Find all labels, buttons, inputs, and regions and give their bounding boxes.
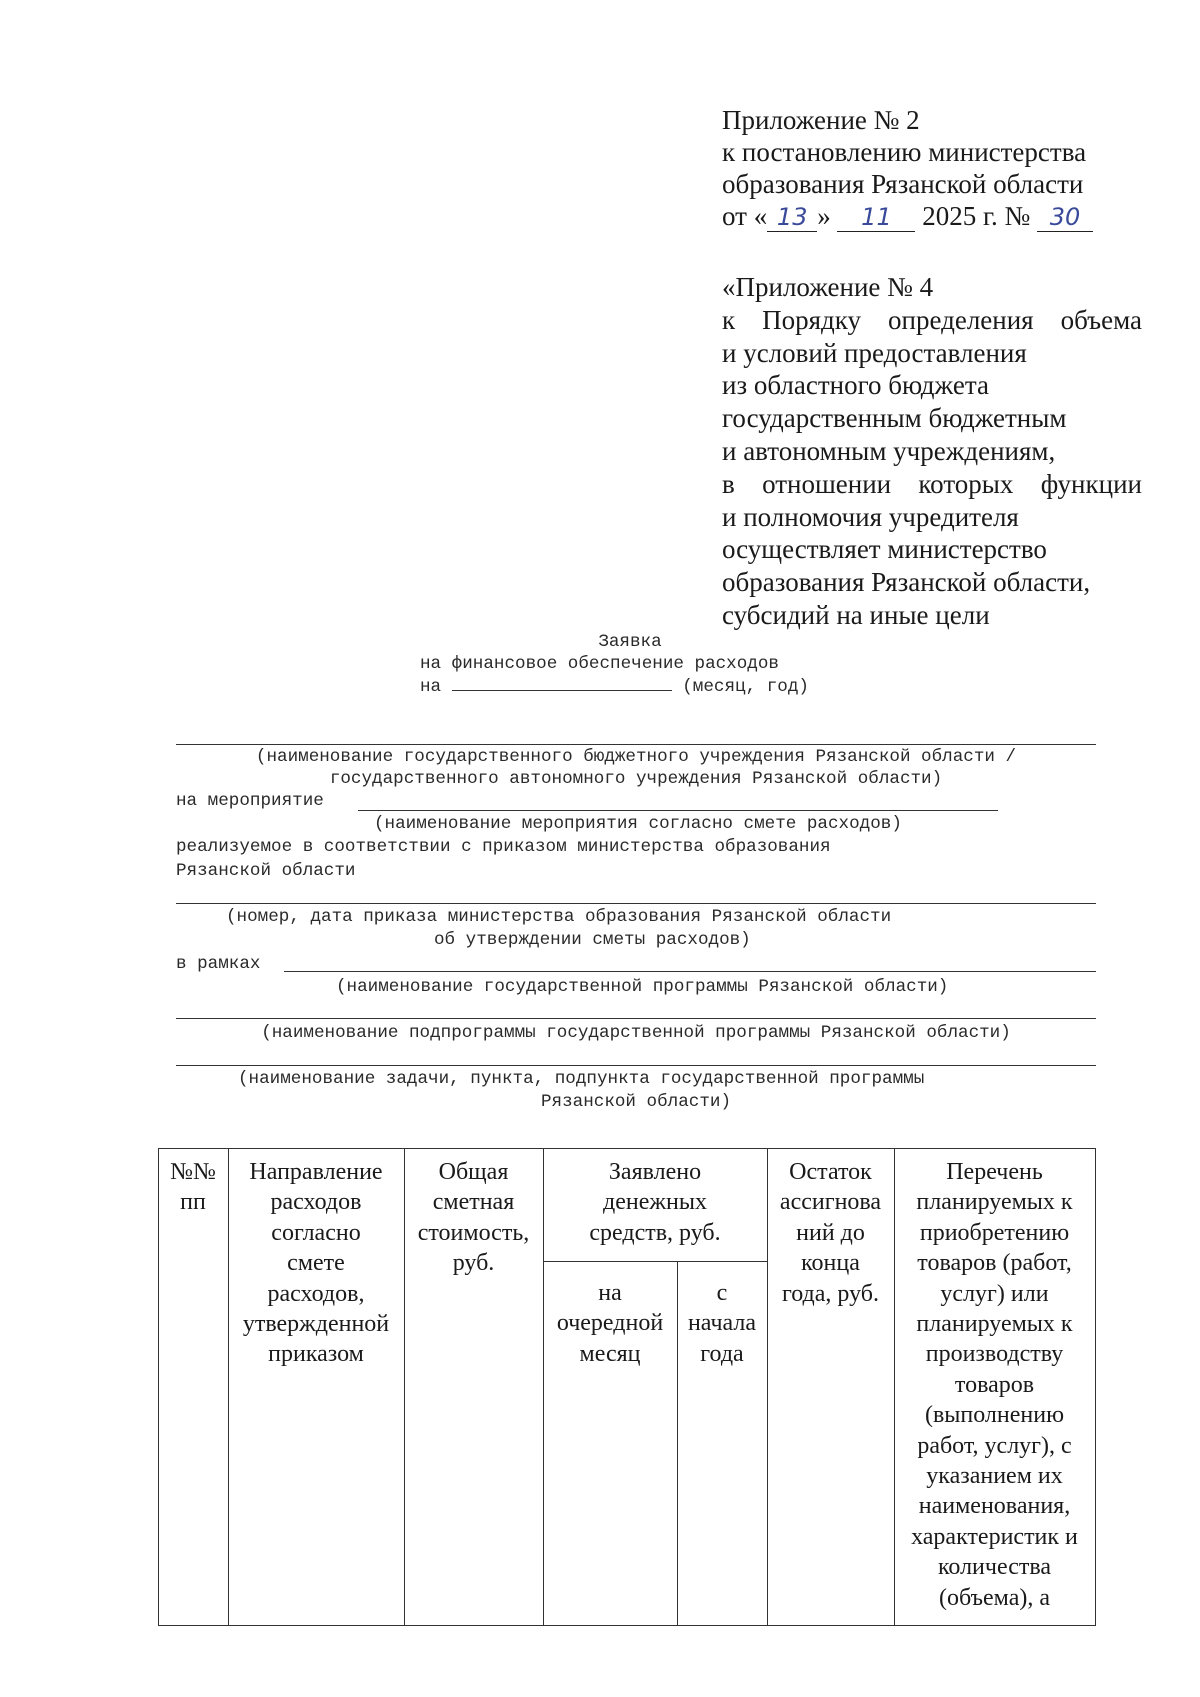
header-text: на bbox=[598, 1280, 622, 1306]
annex-word: объема bbox=[1060, 304, 1142, 335]
header-col-direction bbox=[228, 1157, 404, 1370]
header-text: №№ bbox=[170, 1159, 216, 1185]
order-caption-2: об утверждении сметы расходов) bbox=[434, 930, 751, 950]
header-text: планируемых к bbox=[916, 1311, 1073, 1338]
date-prefix: от « bbox=[722, 201, 768, 231]
annex-word: определения bbox=[888, 304, 1034, 335]
header-block bbox=[722, 104, 1152, 232]
order-text-2: Рязанской области bbox=[176, 861, 356, 881]
event-blank bbox=[358, 810, 998, 811]
header-text: денежных bbox=[603, 1189, 707, 1216]
header-text: средств, руб. bbox=[589, 1219, 721, 1246]
header-text: приобретению bbox=[919, 1219, 1070, 1246]
header-text: Перечень bbox=[946, 1159, 1043, 1185]
annex-line-1: «Приложение № 4 bbox=[722, 272, 934, 302]
header-text: товаров (работ, bbox=[917, 1250, 1072, 1277]
annex-word: функции bbox=[1040, 468, 1142, 499]
handwritten-day: 13 bbox=[767, 203, 817, 232]
annex-line-11: субсидий на иные цели bbox=[722, 599, 990, 630]
subprogram-blank bbox=[176, 1018, 1096, 1019]
header-text: Общая bbox=[438, 1159, 509, 1185]
subprogram-caption: (наименование подпрограммы государственной программы Рязанской области) bbox=[261, 1023, 1011, 1043]
header-text: согласно bbox=[271, 1219, 361, 1246]
table-border-left bbox=[158, 1148, 159, 1626]
header-text: смете bbox=[287, 1250, 345, 1277]
date-year-text: 2025 г. № bbox=[922, 201, 1031, 231]
header-text: Остаток bbox=[789, 1159, 872, 1185]
header-col-declared bbox=[543, 1157, 767, 1248]
header-text: характеристик и bbox=[911, 1523, 1078, 1550]
header-text: Направление bbox=[249, 1159, 383, 1185]
annex-word: к bbox=[722, 304, 736, 335]
header-text: указанием их bbox=[926, 1463, 1063, 1490]
header-text: утвержденной bbox=[242, 1311, 390, 1338]
event-label: на мероприятие bbox=[176, 791, 324, 811]
annex-word: которых bbox=[918, 468, 1014, 499]
institution-blank bbox=[176, 744, 1096, 745]
order-blank bbox=[176, 903, 1096, 904]
header-text: расходов, bbox=[267, 1280, 365, 1307]
period-prefix: на bbox=[420, 677, 442, 697]
header-col-year-start bbox=[677, 1278, 767, 1369]
header-text: наименования, bbox=[918, 1493, 1071, 1520]
annex-line-10: образования Рязанской области, bbox=[722, 567, 1091, 598]
institution-caption-1: (наименование государственного бюджетного учреждения Рязанской области / bbox=[255, 747, 1017, 767]
handwritten-number: 30 bbox=[1037, 203, 1093, 232]
header-text: планируемых к bbox=[916, 1189, 1073, 1216]
header-text: товаров bbox=[954, 1371, 1035, 1398]
header-text: месяц bbox=[579, 1340, 641, 1367]
header-text: конца bbox=[801, 1250, 860, 1277]
annex-line-2 bbox=[722, 304, 1142, 337]
header-text: ний до bbox=[796, 1219, 865, 1246]
annex-line-5: государственным бюджетным bbox=[722, 403, 1067, 434]
task-blank bbox=[176, 1065, 1096, 1066]
period-blank bbox=[452, 676, 672, 691]
header-col-total-cost bbox=[404, 1157, 543, 1279]
annex-line-3: и условий предоставления bbox=[722, 337, 1027, 368]
requests-table bbox=[158, 1148, 1096, 1626]
form-subtitle: на финансовое обеспечение расходов bbox=[420, 654, 779, 674]
annex-word: отношении bbox=[762, 468, 892, 499]
header-text: (объема), а bbox=[939, 1584, 1050, 1611]
header-text: (выполнению bbox=[924, 1402, 1065, 1429]
order-caption-1: (номер, дата приказа министерства образования Рязанской области bbox=[226, 907, 892, 927]
header-text: пп bbox=[180, 1189, 206, 1216]
order-text-1: реализуемое в соответствии с приказом министерства образования bbox=[176, 837, 831, 857]
header-text: Заявлено bbox=[608, 1159, 702, 1185]
annex-line-4: из областного бюджета bbox=[722, 370, 989, 401]
annex-block bbox=[722, 271, 1142, 632]
program-blank bbox=[284, 971, 1096, 972]
annex-word: в bbox=[722, 468, 735, 499]
header-line-3: образования Рязанской области bbox=[722, 169, 1084, 199]
header-text: услуг) или bbox=[940, 1280, 1049, 1307]
program-caption: (наименование государственной программы Рязанской области) bbox=[336, 977, 949, 997]
header-line-2: к постановлению министерства bbox=[722, 137, 1087, 167]
date-mid: » bbox=[817, 201, 831, 231]
header-text: производству bbox=[925, 1341, 1064, 1368]
form-period-line bbox=[420, 676, 809, 698]
header-text: стоимость, bbox=[417, 1219, 530, 1246]
header-text: расходов bbox=[270, 1189, 362, 1216]
task-caption-1: (наименование задачи, пункта, подпункта государственной программы bbox=[238, 1069, 925, 1089]
task-caption-2: Рязанской области) bbox=[540, 1092, 732, 1112]
header-text: года bbox=[700, 1340, 744, 1367]
header-text: сметная bbox=[432, 1189, 515, 1216]
form-title: Заявка bbox=[598, 632, 662, 652]
institution-caption-2: государственного автономного учреждения Рязанской области) bbox=[329, 769, 943, 789]
header-text: работ, услуг), с bbox=[917, 1432, 1072, 1459]
annex-line-6: и автономным учреждениям, bbox=[722, 435, 1056, 466]
annex-line-7 bbox=[722, 468, 1142, 501]
header-text: года, руб. bbox=[782, 1280, 879, 1307]
header-col-remaining bbox=[767, 1157, 894, 1309]
event-caption: (наименование мероприятия согласно смете расходов) bbox=[374, 814, 902, 834]
header-text: количества bbox=[937, 1554, 1052, 1581]
annex-line-8: и полномочия учредителя bbox=[722, 501, 1019, 532]
subheader-divider bbox=[543, 1261, 767, 1262]
annex-word: Порядку bbox=[762, 304, 862, 335]
header-line-1: Приложение № 2 bbox=[722, 105, 920, 135]
table-border-right bbox=[1095, 1148, 1096, 1626]
table-border-top bbox=[158, 1148, 1096, 1149]
header-date-line bbox=[722, 200, 1152, 232]
program-label: в рамках bbox=[176, 954, 261, 974]
header-text: ассигнова bbox=[779, 1189, 882, 1216]
header-text: с bbox=[716, 1280, 728, 1306]
header-col-next-month bbox=[543, 1278, 677, 1369]
header-text: руб. bbox=[452, 1250, 495, 1277]
header-col-goods-list bbox=[894, 1157, 1095, 1613]
handwritten-month: 11 bbox=[837, 203, 915, 232]
header-col-number bbox=[158, 1157, 228, 1218]
period-caption: (месяц, год) bbox=[682, 677, 809, 697]
annex-line-9: осуществляет министерство bbox=[722, 534, 1047, 565]
table-border-bottom bbox=[158, 1625, 1096, 1626]
header-text: приказом bbox=[268, 1341, 364, 1368]
header-text: очередной bbox=[556, 1310, 664, 1337]
header-text: начала bbox=[687, 1310, 757, 1337]
